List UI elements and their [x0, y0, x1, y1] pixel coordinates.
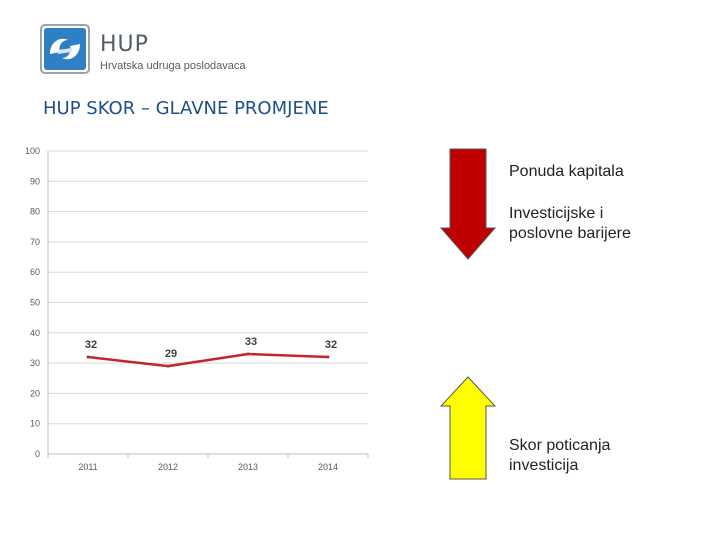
legend-down-item-2: Investicijske i poslovne barijere — [509, 205, 631, 242]
x-tick-label: 2013 — [237, 462, 259, 472]
legend-up-item-1: Skor poticanja investicija — [509, 437, 611, 474]
x-tick-label: 2014 — [317, 462, 339, 472]
y-tick-label: 10 — [29, 418, 40, 429]
line-chart — [0, 140, 380, 480]
y-tick-label: 70 — [29, 236, 40, 247]
y-tick-label: 100 — [24, 146, 40, 156]
y-tick-label: 0 — [34, 449, 40, 459]
y-tick-label: 50 — [29, 297, 40, 308]
page-title: HUP SKOR – GLAVNE PROMJENE — [43, 98, 329, 119]
logo-subtitle: Hrvatska udruga poslodavaca — [100, 60, 246, 72]
series-line — [88, 354, 328, 366]
legend-down-item-1: Ponuda kapitala — [509, 163, 624, 180]
x-tick-label: 2012 — [157, 462, 179, 472]
data-point — [87, 356, 90, 359]
data-point — [247, 353, 250, 356]
data-label: 32 — [84, 339, 98, 352]
x-tick-label: 2011 — [78, 462, 98, 472]
y-tick-label: 80 — [29, 206, 40, 217]
down-arrow-icon — [440, 148, 496, 260]
y-tick-label: 30 — [29, 358, 40, 369]
up-arrow-icon — [440, 376, 496, 480]
y-tick-label: 40 — [29, 327, 40, 338]
y-tick-label: 90 — [29, 176, 40, 187]
hup-logo-icon — [40, 24, 90, 74]
data-point — [167, 365, 170, 368]
data-label: 32 — [324, 339, 338, 352]
data-label: 29 — [164, 348, 178, 361]
y-tick-label: 60 — [29, 267, 40, 278]
data-point — [327, 356, 330, 359]
logo-title: HUP — [100, 32, 149, 57]
y-tick-label: 20 — [29, 388, 40, 399]
hup-logo — [40, 24, 270, 76]
data-label: 33 — [244, 336, 258, 349]
